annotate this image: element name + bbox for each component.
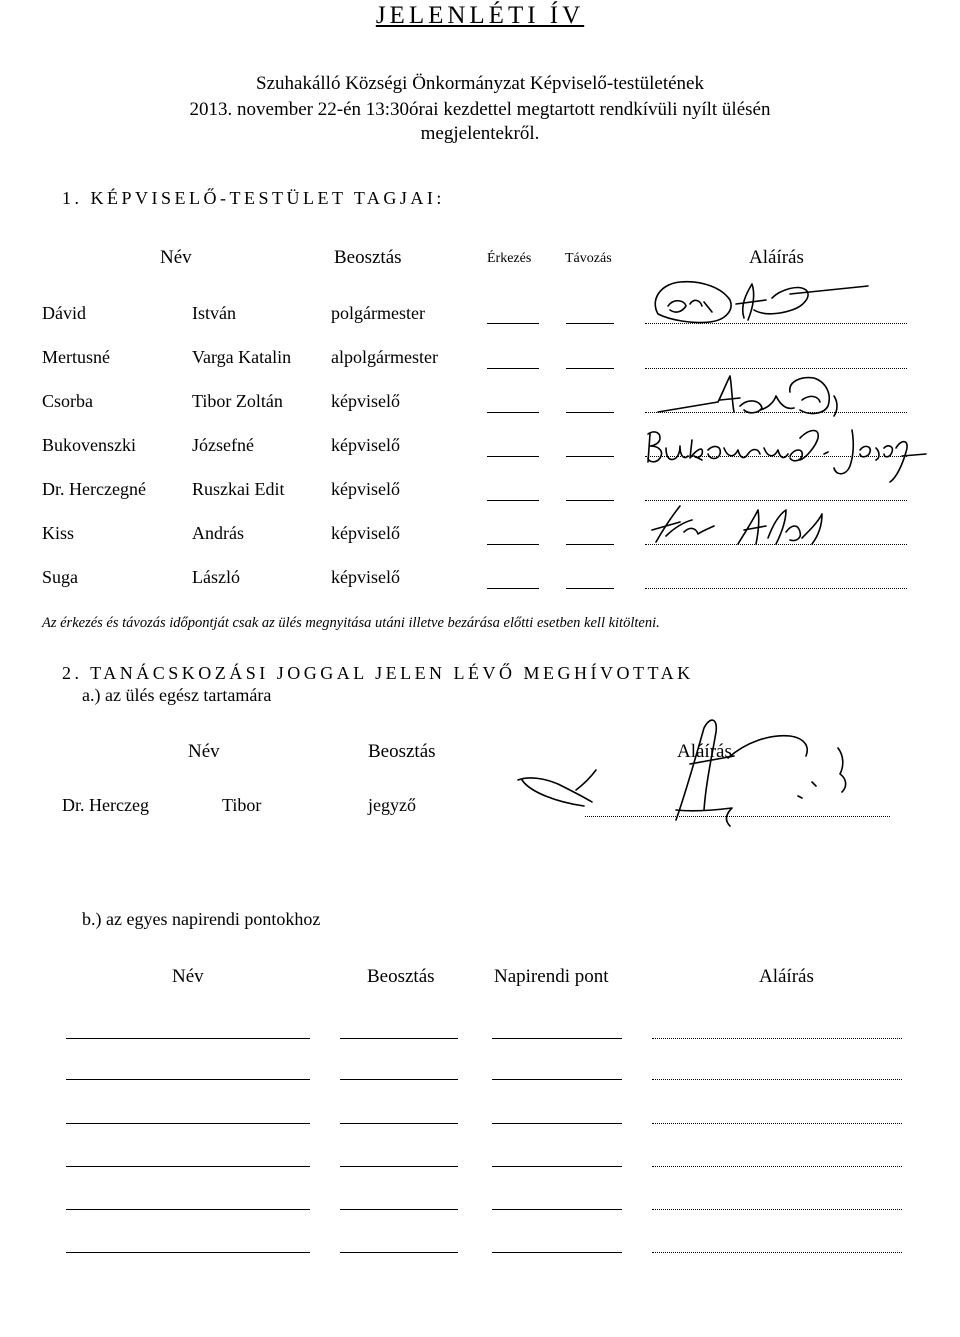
col-header-signature: Aláírás: [677, 741, 732, 762]
member-last-name: Suga: [42, 567, 78, 587]
member-role: képviselő: [331, 523, 400, 543]
departure-blank[interactable]: [566, 456, 614, 457]
member-role: polgármester: [331, 303, 425, 323]
col-header-role: Beosztás: [367, 966, 435, 987]
invitee-first-name: Tibor: [222, 795, 262, 815]
section-1-note: Az érkezés és távozás időpontját csak az ülés megnyitása utáni illetve bezárása előtti esetben kell kitölteni.: [42, 615, 660, 631]
member-last-name: Csorba: [42, 391, 93, 411]
member-role: képviselő: [331, 391, 400, 411]
section-2a-label: a.) az ülés egész tartamára: [82, 685, 272, 705]
arrival-blank[interactable]: [487, 368, 539, 369]
member-last-name: Kiss: [42, 523, 75, 543]
agenda-blank[interactable]: [492, 1252, 622, 1253]
section-2b-label: b.) az egyes napirendi pontokhoz: [82, 909, 321, 929]
signature-line[interactable]: [652, 1209, 902, 1210]
col-header-name: Név: [188, 741, 220, 762]
col-header-name: Név: [172, 966, 204, 987]
departure-blank[interactable]: [566, 544, 614, 545]
signature-line[interactable]: [652, 1038, 902, 1039]
role-blank[interactable]: [340, 1079, 458, 1080]
col-header-agenda: Napirendi pont: [494, 966, 609, 987]
invitee-role: jegyző: [368, 795, 416, 815]
signature-kiss: [640, 500, 910, 550]
signature-bukovenszki: [640, 418, 930, 488]
col-header-signature: Aláírás: [759, 966, 814, 987]
role-blank[interactable]: [340, 1252, 458, 1253]
role-blank[interactable]: [340, 1209, 458, 1210]
agenda-blank[interactable]: [492, 1209, 622, 1210]
col-header-signature: Aláírás: [749, 247, 804, 268]
member-last-name: Dávid: [42, 303, 86, 323]
agenda-blank[interactable]: [492, 1123, 622, 1124]
signature-line[interactable]: [652, 1166, 902, 1167]
arrival-blank[interactable]: [487, 456, 539, 457]
role-blank[interactable]: [340, 1038, 458, 1039]
member-first-name: András: [192, 523, 244, 543]
member-role: képviselő: [331, 567, 400, 587]
agenda-blank[interactable]: [492, 1166, 622, 1167]
signature-line[interactable]: [652, 1252, 902, 1253]
member-last-name: Dr. Herczegné: [42, 479, 146, 499]
signature-david: [640, 270, 910, 330]
section-2-heading: 2. TANÁCSKOZÁSI JOGGAL JELEN LÉVŐ MEGHÍVOTTAK: [62, 663, 694, 683]
header-line-1: Szuhakálló Községi Önkormányzat Képviselő-testületének: [256, 73, 704, 94]
name-blank[interactable]: [66, 1209, 310, 1210]
arrival-blank[interactable]: [487, 412, 539, 413]
member-first-name: Józsefné: [192, 435, 254, 455]
col-header-role: Beosztás: [368, 741, 436, 762]
header-line-3: megjelentekről.: [420, 123, 540, 144]
arrival-blank[interactable]: [487, 544, 539, 545]
arrival-blank[interactable]: [487, 500, 539, 501]
member-last-name: Mertusné: [42, 347, 110, 367]
member-role: képviselő: [331, 479, 400, 499]
name-blank[interactable]: [66, 1166, 310, 1167]
signature-csorba: [640, 372, 910, 422]
agenda-blank[interactable]: [492, 1038, 622, 1039]
member-role: képviselő: [331, 435, 400, 455]
member-first-name: Ruszkai Edit: [192, 479, 285, 499]
col-header-arrival: Érkezés: [487, 251, 532, 266]
col-header-departure: Távozás: [565, 251, 612, 266]
role-blank[interactable]: [340, 1166, 458, 1167]
arrival-blank[interactable]: [487, 588, 539, 589]
departure-blank[interactable]: [566, 412, 614, 413]
member-last-name: Bukovenszki: [42, 435, 136, 455]
signature-line[interactable]: [652, 1079, 902, 1080]
member-first-name: István: [192, 303, 236, 323]
signature-line[interactable]: [585, 816, 890, 817]
member-first-name: Varga Katalin: [192, 347, 292, 367]
departure-blank[interactable]: [566, 588, 614, 589]
role-blank[interactable]: [340, 1123, 458, 1124]
member-role: alpolgármester: [331, 347, 438, 367]
signature-line[interactable]: [652, 1123, 902, 1124]
col-header-name: Név: [160, 247, 192, 268]
signature-line[interactable]: [645, 368, 907, 369]
departure-blank[interactable]: [566, 323, 614, 324]
section-1-heading: 1. KÉPVISELŐ-TESTÜLET TAGJAI:: [62, 188, 445, 208]
header-line-2: 2013. november 22-én 13:30órai kezdettel megtartott rendkívüli nyílt ülésén: [189, 99, 771, 120]
departure-blank[interactable]: [566, 368, 614, 369]
member-first-name: László: [192, 567, 240, 587]
arrival-blank[interactable]: [487, 323, 539, 324]
name-blank[interactable]: [66, 1252, 310, 1253]
signature-herczeg: [500, 712, 880, 827]
name-blank[interactable]: [66, 1079, 310, 1080]
name-blank[interactable]: [66, 1123, 310, 1124]
page-title: JELENLÉTI ÍV: [375, 2, 585, 29]
agenda-blank[interactable]: [492, 1079, 622, 1080]
departure-blank[interactable]: [566, 500, 614, 501]
name-blank[interactable]: [66, 1038, 310, 1039]
col-header-role: Beosztás: [334, 247, 402, 268]
signature-line[interactable]: [645, 588, 907, 589]
member-first-name: Tibor Zoltán: [192, 391, 283, 411]
invitee-last-name: Dr. Herczeg: [62, 795, 149, 815]
